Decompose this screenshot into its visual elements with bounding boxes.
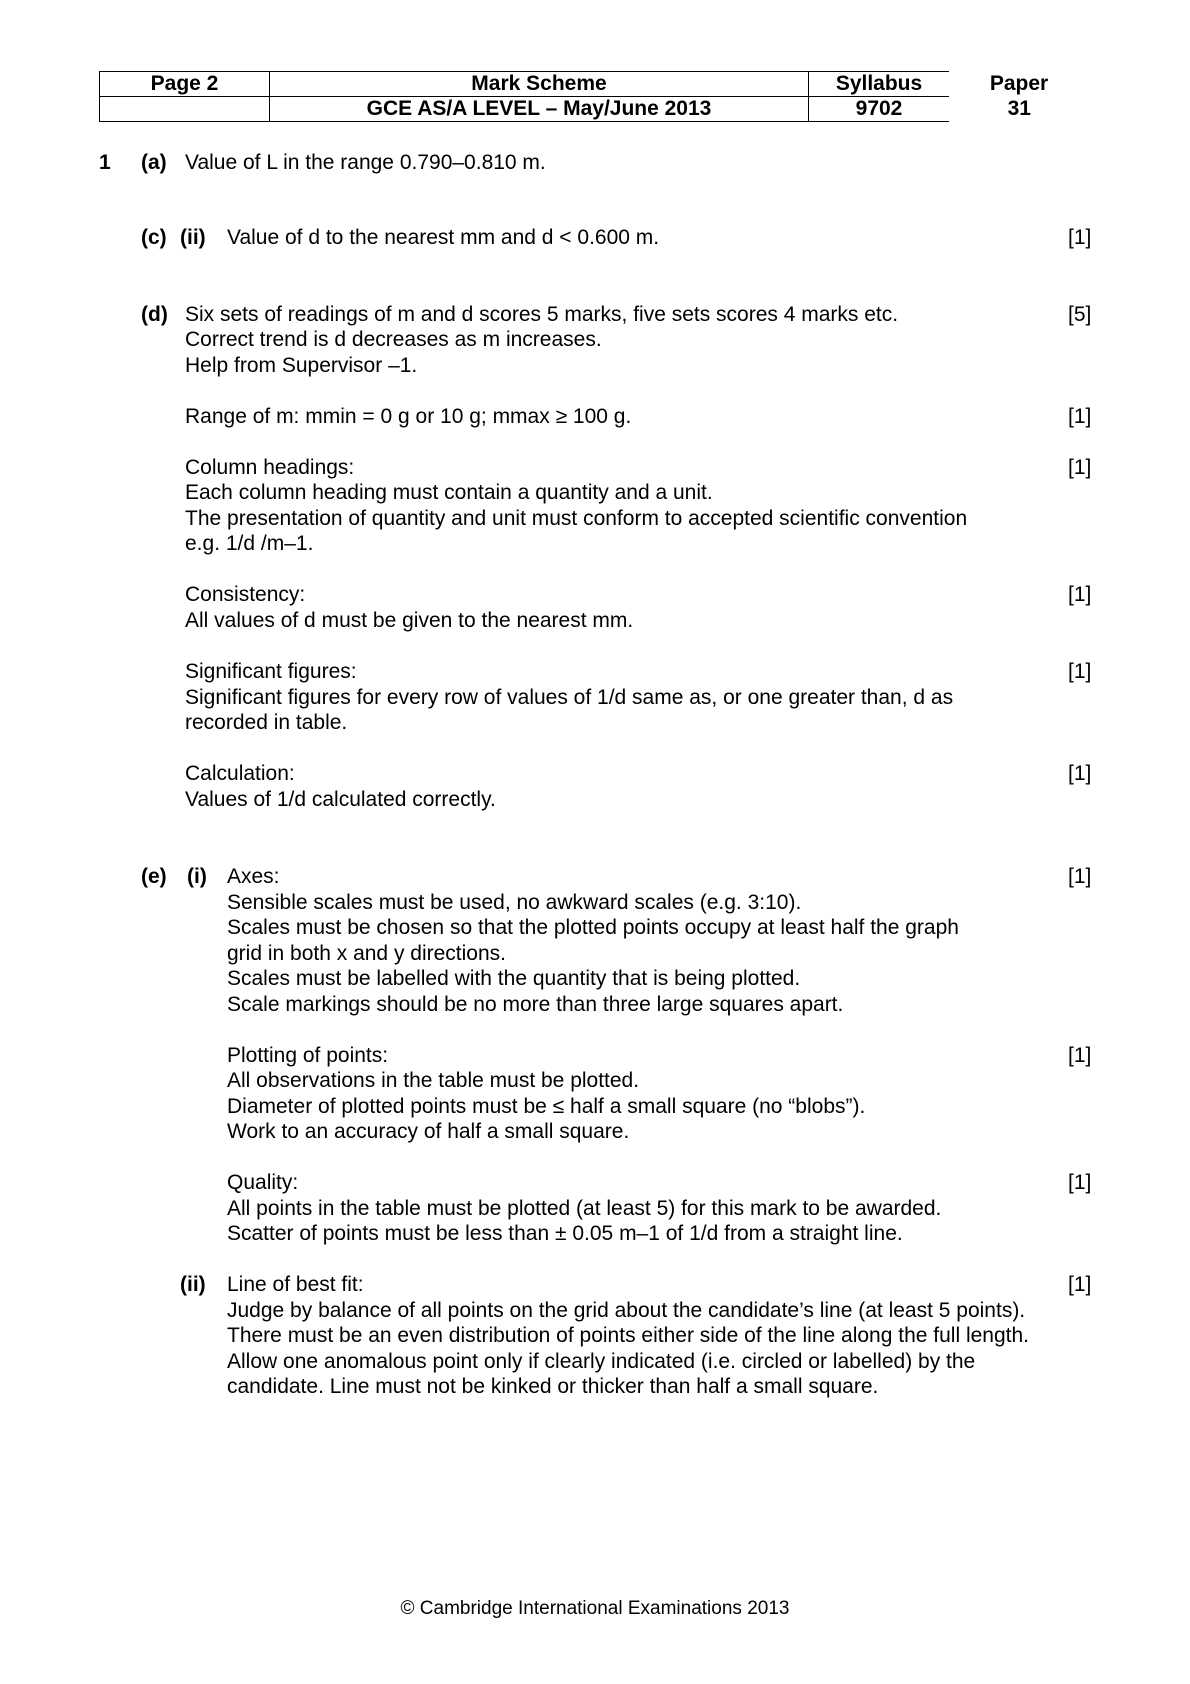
best-fit-mark: [1] xyxy=(1068,1273,1092,1296)
axes-line5: Scale markings should be no more than three large squares apart. xyxy=(227,993,844,1016)
calculation-mark: [1] xyxy=(1068,762,1092,785)
part-c-sub-label: (ii) xyxy=(180,226,206,249)
quality-line2: Scatter of points must be less than ± 0.05 m–1 of 1/d from a straight line. xyxy=(227,1222,903,1245)
column-headings-line3: e.g. 1/d /m–1. xyxy=(185,532,314,555)
plotting-line2: Diameter of plotted points must be ≤ half a small square (no “blobs”). xyxy=(227,1095,866,1118)
part-a-label: (a) xyxy=(141,151,167,174)
part-d-line1: Six sets of readings of m and d scores 5 marks, five sets scores 4 marks etc. xyxy=(185,303,899,326)
calculation-line1: Values of 1/d calculated correctly. xyxy=(185,788,496,811)
syllabus-label: Syllabus xyxy=(809,72,950,97)
axes-line1: Sensible scales must be used, no awkward scales (e.g. 3:10). xyxy=(227,891,802,914)
quality-mark: [1] xyxy=(1068,1171,1092,1194)
axes-line3: grid in both x and y directions. xyxy=(227,942,506,965)
paper-label: Paper xyxy=(989,72,1049,95)
part-d-label: (d) xyxy=(141,303,168,326)
sigfig-line2: recorded in table. xyxy=(185,711,348,734)
quality-title: Quality: xyxy=(227,1171,299,1194)
plotting-title: Plotting of points: xyxy=(227,1044,389,1067)
axes-mark: [1] xyxy=(1068,865,1092,888)
part-c-text: Value of d to the nearest mm and d < 0.600 m. xyxy=(227,226,660,249)
best-fit-title: Line of best fit: xyxy=(227,1273,364,1296)
header-empty-cell xyxy=(100,97,270,122)
part-e-i-label: (i) xyxy=(187,865,207,888)
consistency-title: Consistency: xyxy=(185,583,306,606)
best-fit-line1: Judge by balance of all points on the grid about the candidate’s line (at least 5 points). xyxy=(227,1299,1026,1322)
best-fit-line4: candidate. Line must not be kinked or thicker than half a small square. xyxy=(227,1375,879,1398)
best-fit-line2: There must be an even distribution of points either side of the line along the full length. xyxy=(227,1324,1029,1347)
part-a-text: Value of L in the range 0.790–0.810 m. xyxy=(185,151,546,174)
question-number: 1 xyxy=(99,151,111,174)
part-c-mark: [1] xyxy=(1068,226,1092,249)
column-headings-line2: The presentation of quantity and unit must conform to accepted scientific convention xyxy=(185,507,968,530)
sigfig-title: Significant figures: xyxy=(185,660,357,683)
column-headings-title: Column headings: xyxy=(185,456,355,479)
page-number: Page 2 xyxy=(100,72,270,97)
plotting-mark: [1] xyxy=(1068,1044,1092,1067)
sigfig-mark: [1] xyxy=(1068,660,1092,683)
part-c-label: (c) xyxy=(141,226,167,249)
axes-line4: Scales must be labelled with the quantity that is being plotted. xyxy=(227,967,801,990)
part-d-line3: Help from Supervisor –1. xyxy=(185,354,418,377)
header-table xyxy=(99,71,1090,122)
best-fit-line3: Allow one anomalous point only if clearly indicated (i.e. circled or labelled) by the xyxy=(227,1350,976,1373)
calculation-title: Calculation: xyxy=(185,762,295,785)
consistency-line1: All values of d must be given to the nearest mm. xyxy=(185,609,634,632)
copyright-footer: © Cambridge International Examinations 2013 xyxy=(400,1598,790,1619)
syllabus-code: 9702 xyxy=(809,97,950,122)
part-d-line1-mark: [5] xyxy=(1068,303,1092,326)
column-headings-line1: Each column heading must contain a quantity and a unit. xyxy=(185,481,713,504)
document-title: Mark Scheme xyxy=(270,72,809,97)
exam-session: GCE AS/A LEVEL – May/June 2013 xyxy=(270,97,809,122)
part-e-ii-label: (ii) xyxy=(180,1273,206,1296)
range-mark: [1] xyxy=(1068,405,1092,428)
consistency-mark: [1] xyxy=(1068,583,1092,606)
quality-line1: All points in the table must be plotted (at least 5) for this mark to be awarded. xyxy=(227,1197,942,1220)
paper-number: 31 xyxy=(1007,97,1031,120)
part-e-label: (e) xyxy=(141,865,167,888)
part-d-line2: Correct trend is d decreases as m increases. xyxy=(185,328,602,351)
plotting-line1: All observations in the table must be plotted. xyxy=(227,1069,640,1092)
sigfig-line1: Significant figures for every row of values of 1/d same as, or one greater than, d as xyxy=(185,686,954,709)
column-headings-mark: [1] xyxy=(1068,456,1092,479)
axes-line2: Scales must be chosen so that the plotted points occupy at least half the graph xyxy=(227,916,959,939)
axes-title: Axes: xyxy=(227,865,280,888)
plotting-line3: Work to an accuracy of half a small square. xyxy=(227,1120,630,1143)
range-text: Range of m: mmin = 0 g or 10 g; mmax ≥ 100 g. xyxy=(185,405,632,428)
